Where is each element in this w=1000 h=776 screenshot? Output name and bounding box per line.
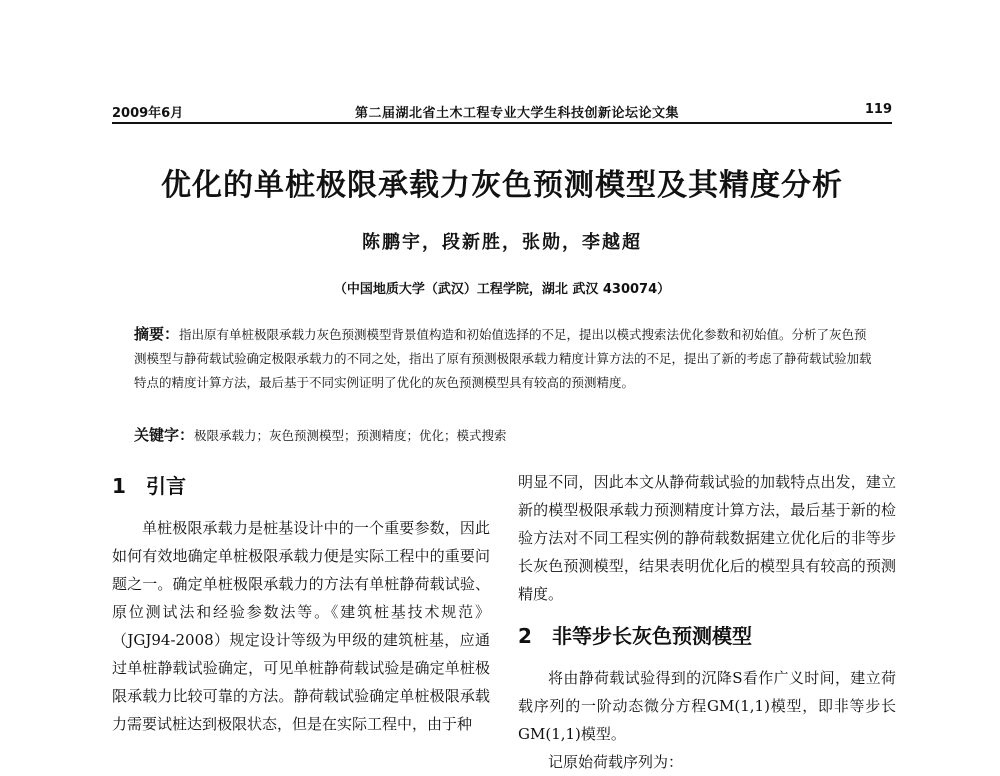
section-2-line: 记原始荷载序列为： bbox=[548, 753, 684, 771]
section-1-continuation: 明显不同，因此本文从静荷载试验的加载特点出发，建立新的模型极限承载力预测精度计算方法，最后基于新的检验方法对不同工程实例的静荷载数据建立优化后的非等步长灰色预测模型，结果表明优化后的模型具有较高的预测精度。 bbox=[518, 473, 896, 603]
paper-title: 优化的单桩极限承载力灰色预测模型及其精度分析 bbox=[161, 168, 843, 203]
section-1-title: 引言 bbox=[146, 474, 186, 498]
section-1-number: 1 bbox=[112, 474, 126, 498]
section-2-heading bbox=[518, 616, 896, 656]
section-2-paragraph: 将由静荷载试验得到的沉降S看作广义时间，建立荷载序列的一阶动态微分方程GM(1,1)模型，即非等步长GM(1,1)模型。 bbox=[518, 669, 896, 743]
section-1-paragraph: 单桩极限承载力是桩基设计中的一个重要参数，因此如何有效地确定单桩极限承载力便是实际工程中的重要问题之一。确定单桩极限承载力的方法有单桩静荷载试验、原位测试法和经验参数法等。《建筑桩基技术规范》（JGJ94-2008）规定设计等级为甲级的建筑桩基，应通过单桩静载试验确定，可见单桩静荷载试验是确定单桩极限承载力比较可靠的方法。静荷载试验确定单桩极限承载力需要试桩达到极限状态，但是在实际工程中，由于种 bbox=[112, 519, 490, 733]
header-page-number: 119 bbox=[864, 102, 892, 117]
section-2-title: 非等步长灰色预测模型 bbox=[552, 624, 752, 648]
keywords-label: 关键字： bbox=[134, 426, 195, 444]
keywords-text: 极限承载力；灰色预测模型；预测精度；优化；模式搜索 bbox=[194, 428, 507, 443]
abstract-label: 摘要： bbox=[134, 325, 180, 343]
header-journal-title: 第二届湖北省土木工程专业大学生科技创新论坛论文集 bbox=[354, 106, 679, 121]
header-date: 2009年6月 bbox=[112, 106, 184, 121]
paper-affiliation: （中国地质大学（武汉）工程学院，湖北 武汉 430074） bbox=[333, 282, 671, 297]
left-column bbox=[112, 466, 490, 738]
paper-authors: 陈鹏宇，段新胜，张勋，李越超 bbox=[362, 232, 642, 253]
section-2-number: 2 bbox=[518, 624, 532, 648]
keywords bbox=[134, 424, 874, 445]
abstract-text: 指出原有单桩极限承载力灰色预测模型背景值构造和初始值选择的不足，提出以模式搜索法优化参数和初始值。分析了灰色预测模型与静荷载试验确定极限承载力的不同之处，指出了原有预测极限承载力精度计算方法的不足，提出了新的考虑了静荷载试验加载特点的精度计算方法，最后基于不同实例证明了优化的灰色预测模型具有较高的预测精度。 bbox=[134, 327, 872, 390]
right-column bbox=[518, 468, 896, 776]
section-1-heading bbox=[112, 466, 490, 506]
header-rule bbox=[112, 122, 892, 124]
running-header bbox=[112, 100, 892, 122]
abstract bbox=[134, 322, 874, 395]
